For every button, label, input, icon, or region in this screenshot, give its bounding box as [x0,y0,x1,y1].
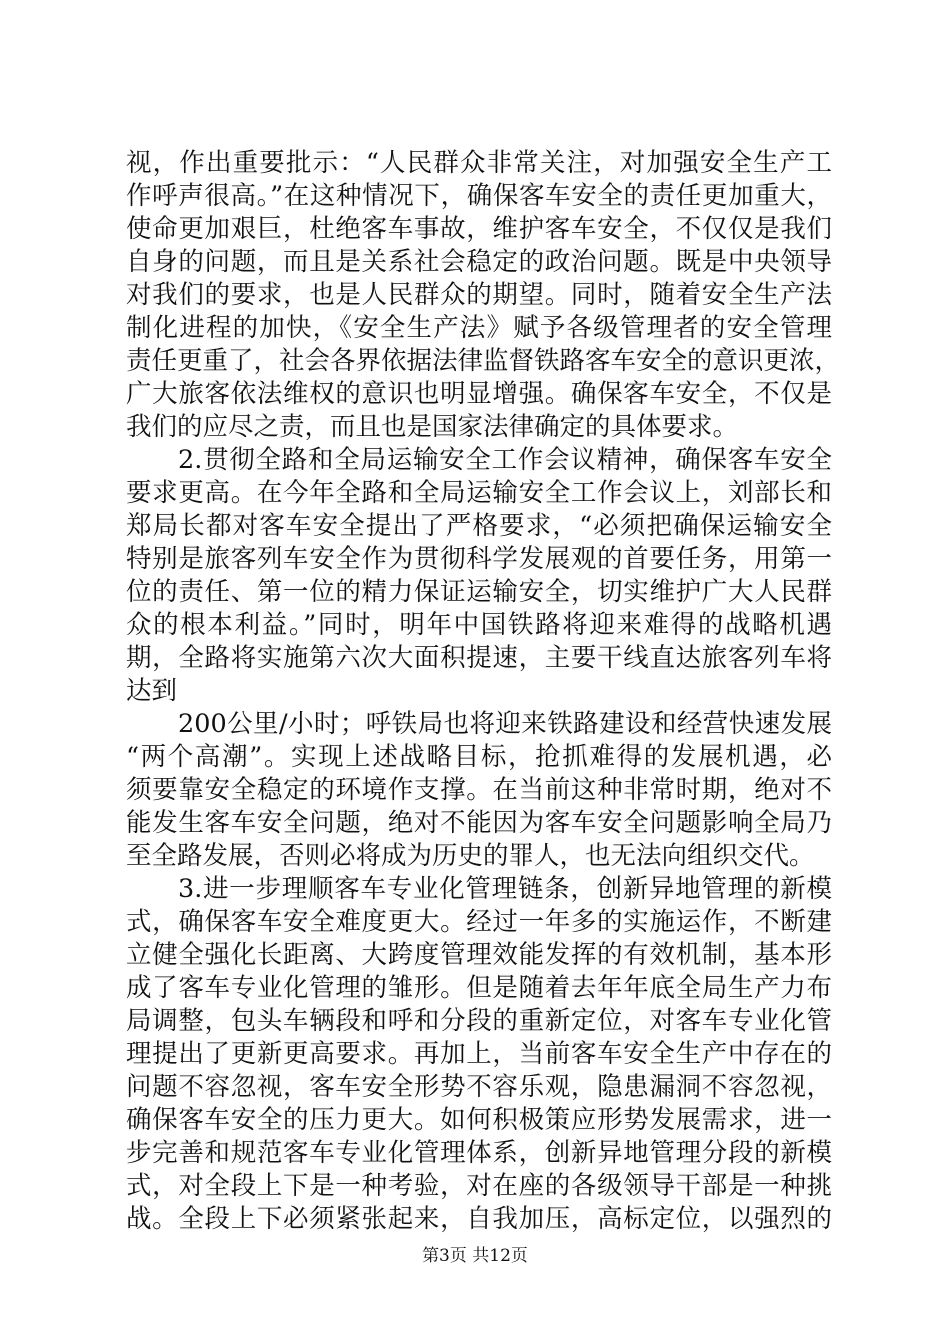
text-line: 使命更加艰巨，杜绝客车事故，维护客车安全，不仅仅是我们 [126,214,832,244]
text-line: “两个高潮”。实现上述战略目标，抢抓难得的发展机遇，必 [126,742,832,772]
text-line: 能发生客车安全问题，绝对不能因为客车安全问题影响全局乃 [126,808,832,838]
document-body [126,147,841,1236]
text-line: 要求更高。在今年全路和全局运输安全工作会议上，刘部长和 [126,478,832,508]
text-line: 须要靠安全稳定的环境作支撑。在当前这种非常时期，绝对不 [126,775,832,805]
text-line: 成了客车专业化管理的雏形。但是随着去年年底全局生产力布 [126,973,832,1003]
text-line: 位的责任、第一位的精力保证运输安全，切实维护广大人民群 [126,577,832,607]
text-line: 3.进一步理顺客车专业化管理链条，创新异地管理的新模 [178,874,832,904]
text-line: 自身的问题，而且是关系社会稳定的政治问题。既是中央领导 [126,247,832,277]
text-line: 2.贯彻全路和全局运输安全工作会议精神，确保客车安全 [178,445,832,475]
text-line: 责任更重了，社会各界依据法律监督铁路客车安全的意识更浓， [126,346,841,376]
text-line: 对我们的要求，也是人民群众的期望。同时，随着安全生产法 [126,280,832,310]
text-line: 局调整，包头车辆段和呼和分段的重新定位，对客车专业化管 [126,1006,832,1036]
text-line: 视，作出重要批示：“人民群众非常关注，对加强安全生产工 [126,148,832,178]
text-line: 步完善和规范客车专业化管理体系，创新异地管理分段的新模 [126,1138,832,1168]
text-line: 式，对全段上下是一种考验，对在座的各级领导干部是一种挑 [126,1171,832,1201]
text-line: 战。全段上下必须紧张起来，自我加压，高标定位，以强烈的 [126,1204,832,1234]
text-line: 作呼声很高。”在这种情况下，确保客车安全的责任更加重大， [126,181,832,211]
text-line: 200公里/小时；呼铁局也将迎来铁路建设和经营快速发展 [178,709,832,739]
text-line: 至全路发展，否则必将成为历史的罪人，也无法向组织交代。 [126,841,815,871]
text-line: 确保客车安全的压力更大。如何积极策应形势发展需求，进一 [126,1105,832,1135]
text-line: 制化进程的加快，《安全生产法》赋予各级管理者的安全管理 [126,313,832,343]
page-footer: 第3页 共12页 [422,1246,528,1266]
text-line: 众的根本利益。”同时，明年中国铁路将迎来难得的战略机遇 [126,610,832,640]
text-line: 式，确保客车安全难度更大。经过一年多的实施运作，不断建 [126,907,832,937]
text-line: 郑局长都对客车安全提出了严格要求，“必须把确保运输安全 [126,511,832,541]
text-line: 立健全强化长距离、大跨度管理效能发挥的有效机制，基本形 [126,940,832,970]
text-line: 期，全路将实施第六次大面积提速，主要干线直达旅客列车将 [126,643,832,673]
text-line: 我们的应尽之责，而且也是国家法律确定的具体要求。 [126,412,739,442]
text-line: 达到 [126,676,178,706]
text-line: 特别是旅客列车安全作为贯彻科学发展观的首要任务，用第一 [126,544,832,574]
text-line: 问题不容忽视，客车安全形势不容乐观，隐患漏洞不容忽视， [126,1072,832,1102]
text-line: 理提出了更新更高要求。再加上，当前客车安全生产中存在的 [126,1039,832,1069]
text-line: 广大旅客依法维权的意识也明显增强。确保客车安全，不仅是 [126,379,832,409]
